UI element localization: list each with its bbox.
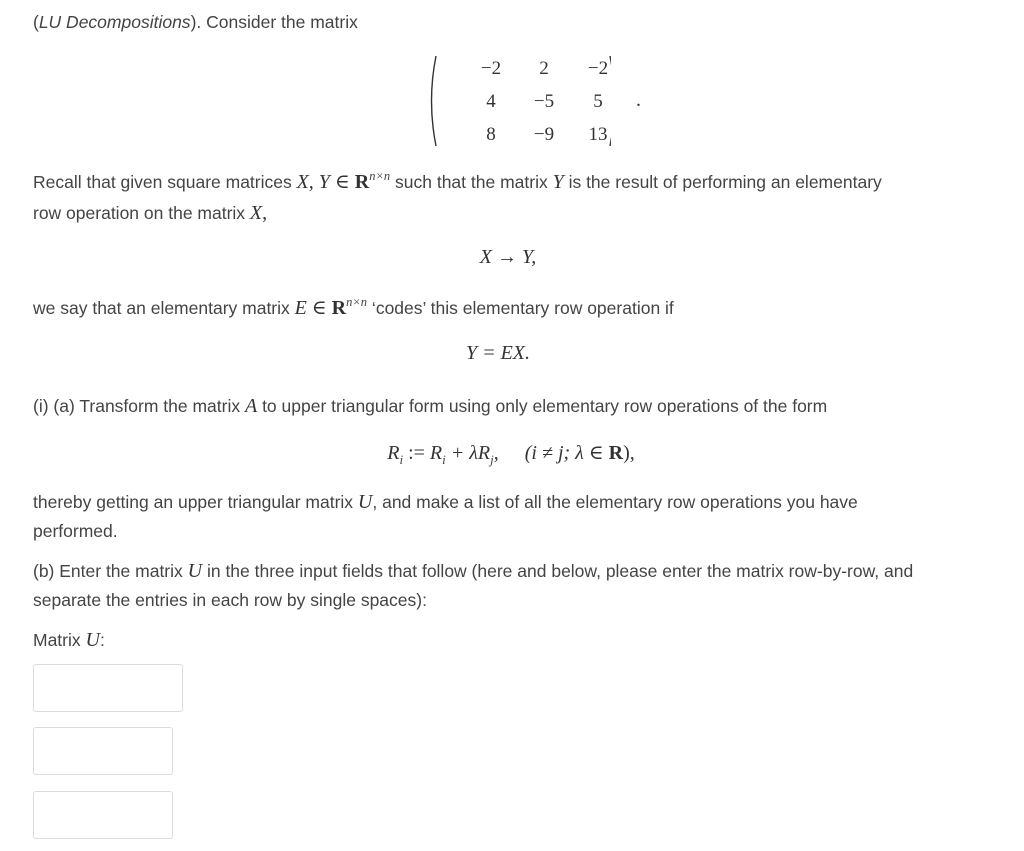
part-b-text: (b) Enter the matrix xyxy=(33,561,188,581)
matrix-cell: 13 xyxy=(588,124,608,145)
math-xy: X, Y xyxy=(296,171,330,193)
matrix-u-label xyxy=(33,626,105,655)
matrix-a xyxy=(426,53,641,149)
math-sub-i: i xyxy=(442,452,446,467)
row-operation-formula xyxy=(31,440,991,465)
part-b-text: in the three input fields that follow (here and below, please enter the matrix row-by-row, and xyxy=(202,561,914,581)
matrix-u-row-3-input[interactable] xyxy=(33,791,173,839)
math-plus-lambda: + λ xyxy=(445,442,478,464)
math-x: X xyxy=(249,202,263,224)
matrix-period: . xyxy=(636,89,641,111)
recall-comma: , xyxy=(262,202,268,224)
thereby-text: performed. xyxy=(33,521,118,541)
part-i-a xyxy=(33,392,827,421)
math-sub-i: i xyxy=(399,452,404,467)
math-y: Y xyxy=(552,171,564,193)
math-e: E xyxy=(294,297,307,319)
matrix-cell: 8 xyxy=(486,124,496,145)
math-r: R xyxy=(429,442,443,464)
recall-paragraph xyxy=(33,168,993,228)
matrix-cell: −9 xyxy=(533,124,555,145)
thereby-text: , and make a list of all the elementary row operations you have xyxy=(372,492,858,512)
thereby-paragraph xyxy=(33,488,993,546)
matrix-u-row-2-input[interactable] xyxy=(33,727,173,775)
math-r: R xyxy=(477,442,491,464)
math-reals: R xyxy=(354,171,370,193)
math-comma: , xyxy=(493,442,499,464)
recall-text: row operation on the matrix xyxy=(33,203,250,223)
matrix-cell: 5 xyxy=(593,91,603,112)
question-page xyxy=(33,0,993,851)
math-sub-j: j xyxy=(490,452,494,467)
intro-text: Consider the matrix xyxy=(206,12,358,32)
matrix-u-label-colon: : xyxy=(99,630,105,650)
matrix-u-row-1-input[interactable] xyxy=(33,664,183,712)
part-i-a-text: (i) (a) Transform the matrix xyxy=(33,396,245,416)
matrix-cell: −5 xyxy=(533,91,555,112)
matrix-cell: 2 xyxy=(539,58,549,79)
elementary-text: ‘codes’ this elementary row operation if xyxy=(367,298,674,318)
math-u: U xyxy=(357,491,373,513)
elementary-paragraph xyxy=(33,294,674,325)
part-b-paragraph xyxy=(33,557,993,615)
recall-text: is the result of performing an elementary xyxy=(563,172,882,192)
recall-text: such that the matrix xyxy=(390,172,553,192)
recall-text: Recall that given square matrices xyxy=(33,172,297,192)
math-in: ∈ xyxy=(306,297,332,319)
math-a: A xyxy=(244,395,258,417)
math-reals: R xyxy=(331,297,347,319)
math-assign: := xyxy=(403,442,430,464)
intro-topic: LU Decompositions xyxy=(38,12,191,32)
display-x-to-y: X → Y, xyxy=(479,246,537,268)
display-y-equals-ex: Y = EX. xyxy=(465,342,531,364)
intro-line: (LU Decompositions). Consider the matrix xyxy=(33,12,358,32)
matrix-cell: −2 xyxy=(587,58,609,79)
math-condition-end: ), xyxy=(623,442,635,464)
part-b-text: separate the entries in each row by single spaces): xyxy=(33,590,427,610)
elementary-text: we say that an elementary matrix xyxy=(33,298,295,318)
math-u: U xyxy=(187,560,203,582)
math-reals: R xyxy=(608,442,624,464)
part-i-a-text: to upper triangular form using only elementary row operations of the form xyxy=(257,396,828,416)
math-r: R xyxy=(387,442,400,464)
math-u: U xyxy=(85,629,100,651)
thereby-text: thereby getting an upper triangular matrix xyxy=(33,492,358,512)
matrix-u-label-text: Matrix xyxy=(33,630,86,650)
math-exponent: n×n xyxy=(369,169,391,183)
math-exponent: n×n xyxy=(346,295,368,309)
matrix-cell: 4 xyxy=(486,91,496,112)
matrix-cell: −2 xyxy=(480,58,502,79)
math-condition: (i ≠ j; λ ∈ xyxy=(524,442,609,464)
math-in: ∈ xyxy=(329,171,355,193)
